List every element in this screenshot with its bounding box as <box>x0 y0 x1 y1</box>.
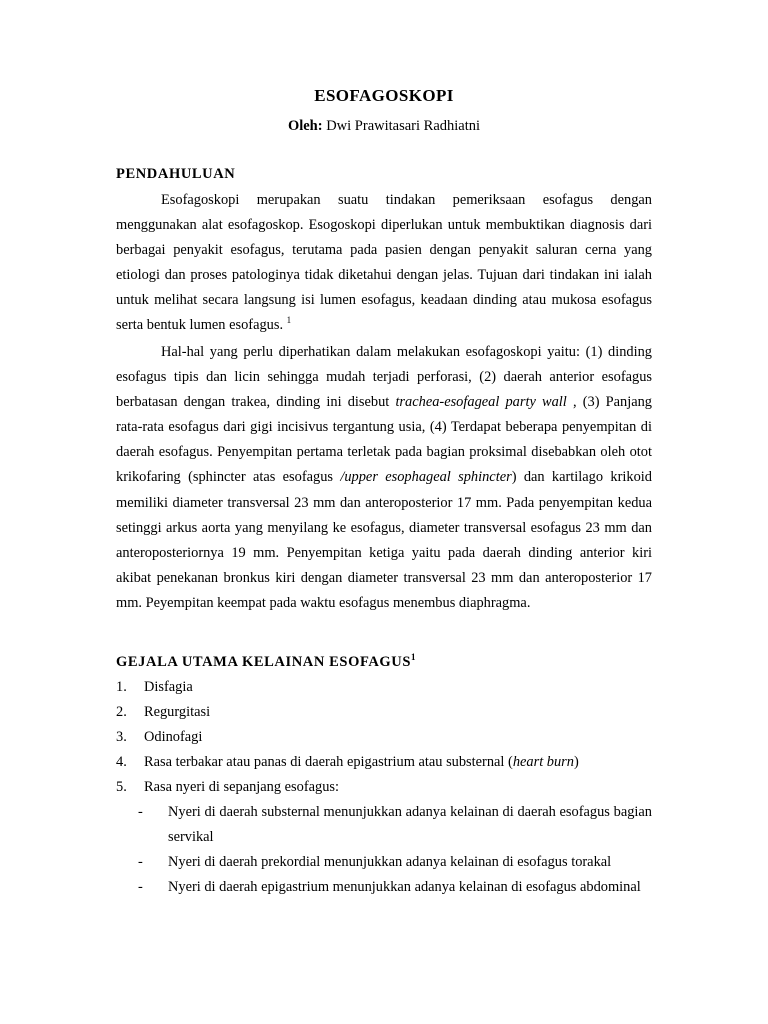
intro-paragraph-2-italic-sphincter: /upper esophageal sphincter <box>340 469 512 486</box>
list-item-text: Rasa terbakar atau panas di daerah epigastrium atau substernal ( <box>144 754 513 771</box>
list-item-text-end: ) <box>573 754 579 771</box>
list-item-text: Odinofagi <box>144 729 203 746</box>
sub-list-item <box>138 800 652 850</box>
list-item <box>116 675 652 700</box>
sub-list-item <box>138 850 652 875</box>
intro-paragraph-2-part-c: ) dan kartilago krikoid memiliki diameter transversal 23 mm dan anteroposterior 17 mm. Pada penyempitan kedua setinggi arkus aorta yang menyilang ke esofagus, diameter transversal esofagus 23 mm dan anteroposteriornya 19 mm. Penyempitan ketiga yaitu pada daerah dinding anterior kiri akibat penekanan bronkus kiri dengan diameter transversal 23 mm dan anteroposterior 17 mm. Peyempitan keempat pada waktu esofagus menembus diaphragma. <box>116 469 652 611</box>
sub-list-item <box>138 875 652 900</box>
list-item-text: Rasa nyeri di sepanjang esofagus: <box>144 779 340 796</box>
sub-list-item-text: Nyeri di daerah substernal menunjukkan adanya kelainan di daerah esofagus bagian servikal <box>168 804 652 846</box>
intro-paragraph-1 <box>116 188 652 339</box>
list-number: 1. <box>116 679 127 695</box>
author-label: Oleh: <box>287 118 323 134</box>
list-item-text: Disfagia <box>144 679 193 695</box>
intro-paragraph-2 <box>116 340 652 616</box>
list-number: 5. <box>116 779 127 796</box>
symptoms-heading-text: GEJALA UTAMA KELAINAN ESOFAGUS <box>116 653 412 670</box>
intro-paragraph-1-text: Esofagoskopi merupakan suatu tindakan pemeriksaan esofagus dengan menggunakan alat esofagoskop. Esogoskopi diperlukan untuk membuktikan diagnosis dari berbagai penyakit esofagus, terutama pada pasien dengan penyakit saluran cerna yang etiologi dan proses patologinya tidak diketahui dengan jelas. Tujuan dari tindakan ini ialah untuk melihat secara langsung isi lumen esofagus, keadaan dinding atau mukosa esofagus serta bentuk lumen esofagus. <box>116 192 652 334</box>
list-item-italic-term: heart burn <box>512 754 574 771</box>
reference-marker: 1 <box>411 652 416 662</box>
document-title: ESOFAGOSKOPI <box>314 86 454 105</box>
intro-paragraph-2-italic-term: trachea-esofageal party wall <box>395 394 567 411</box>
symptoms-list <box>116 675 652 800</box>
list-item-text: Regurgitasi <box>144 704 211 721</box>
intro-paragraph-2-part-a: Hal-hal yang perlu diperhatikan dalam melakukan esofagoskopi yaitu: (1) dinding esofagus tipis dan licin sehingga mudah terjadi perforasi, (2) daerah anterior esofagus berbatasan dengan trakea, dinding ini disebut <box>116 344 652 411</box>
list-dash: - <box>138 854 143 871</box>
list-item <box>116 775 652 800</box>
list-number: 4. <box>116 754 127 771</box>
section-heading-symptoms <box>116 652 416 671</box>
reference-marker: 1 <box>286 315 292 326</box>
list-item <box>116 750 652 775</box>
section-heading-intro: PENDAHULUAN <box>116 166 236 182</box>
pain-location-list <box>138 800 652 900</box>
author-line <box>0 118 768 135</box>
author-name: Dwi Prawitasari Radhiatni <box>322 118 481 134</box>
sub-list-item-text: Nyeri di daerah prekordial menunjukkan adanya kelainan di esofagus torakal <box>168 854 612 871</box>
sub-list-item-text: Nyeri di daerah epigastrium menunjukkan adanya kelainan di esofagus abdominal <box>168 879 641 896</box>
list-number: 2. <box>116 704 127 721</box>
list-dash: - <box>138 879 143 896</box>
list-number: 3. <box>116 729 127 746</box>
list-item <box>116 725 652 750</box>
list-dash: - <box>138 804 143 820</box>
list-item <box>116 700 652 725</box>
intro-paragraph-2-part-b: , (3) Panjang rata-rata esofagus dari gigi incisivus tergantung usia, (4) Terdapat beberapa penyempitan di daerah esofagus. Penyempitan pertama terletak pada bagian proksimal disebabkan oleh otot krikofaring (sphincter atas esofagus <box>116 394 652 486</box>
